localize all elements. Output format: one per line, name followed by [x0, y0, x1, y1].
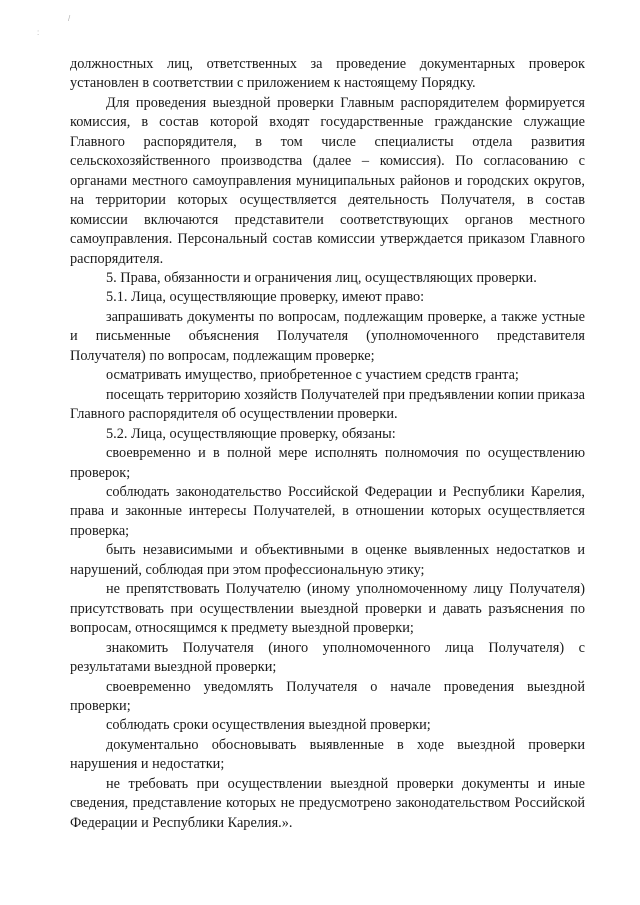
scan-mark: : [37, 28, 40, 37]
list-item: документально обосновывать выявленные в ходе выездной проверки нарушения и недостатки; [70, 736, 585, 773]
list-item: соблюдать сроки осуществления выездной проверки; [106, 717, 431, 734]
paragraph: Для проведения выездной проверки Главным распорядителем формируется комиссия, в состав которой входят государственные гражданские служащие Главного распорядителя, в том числе специалисты отдела развития сельскохозяйственного производства (далее – комиссия). По согласованию с органами местного самоуправления муниципальных районов и городских округов, на территории которых осуществляется деятельность Получателя, в состав комиссии включаются представители соответствующих органов местного самоуправления. Персональный состав комиссии утверждается приказом Главного распорядителя. [70, 94, 585, 267]
list-item: быть независимыми и объективными в оценке выявленных недостатков и нарушений, соблюдая при этом профессиональную этику; [70, 542, 585, 578]
list-item: соблюдать законодательство Российской Федерации и Республики Карелия, права и законные интересы Получателей, в отношении которых осуществляется проверка; [70, 483, 585, 539]
section-heading: 5. Права, обязанности и ограничения лиц, осуществляющих проверки. [106, 269, 537, 286]
list-item: запрашивать документы по вопросам, подлежащим проверке, а также устные и письменные объяснения Получателя (уполномоченного представителя Получателя) по вопросам, подлежащим проверке; [70, 308, 585, 364]
list-item: знакомить Получателя (иного уполномоченного лица Получателя) с результатами выездной проверки; [70, 639, 585, 676]
scan-mark: / [68, 14, 71, 23]
list-item: не требовать при осуществлении выездной проверки документы и иные сведения, представление которых не предусмотрено законодательством Российской Федерации и Республики Карелия.». [70, 775, 585, 831]
subsection-heading: 5.2. Лица, осуществляющие проверку, обязаны: [106, 425, 396, 442]
list-item: осматривать имущество, приобретенное с участием средств гранта; [106, 367, 519, 384]
subsection-heading: 5.1. Лица, осуществляющие проверку, имеют право: [106, 289, 425, 306]
document-body [70, 55, 585, 833]
list-item: своевременно и в полной мере исполнять полномочия по осуществлению проверок; [70, 445, 585, 481]
list-item: своевременно уведомлять Получателя о начале проведения выездной проверки; [70, 678, 585, 714]
list-item: не препятствовать Получателю (иному уполномоченному лицу Получателя) присутствовать при осуществлении выездной проверки и давать разъяснения по вопросам, относящимся к предмету выездной проверки; [70, 581, 585, 637]
paragraph: должностных лиц, ответственных за проведение документарных проверок установлен в соответствии с приложением к настоящему Порядку. [70, 56, 585, 92]
list-item: посещать территорию хозяйств Получателей при предъявлении копии приказа Главного распорядителя об осуществлении проверки. [70, 386, 585, 423]
